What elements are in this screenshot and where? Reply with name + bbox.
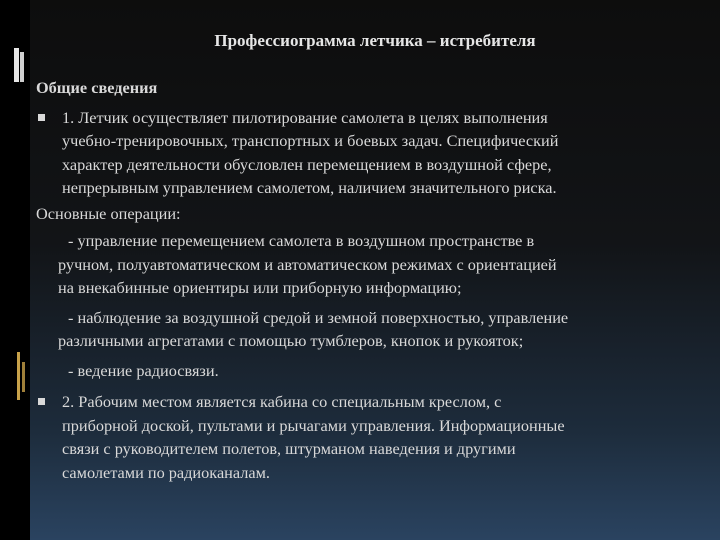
bullet-text-line: приборной доской, пультами и рычагами управления. Информационные: [62, 415, 565, 435]
left-decor-band: [0, 0, 30, 540]
decor-bar: [20, 52, 24, 82]
operation-text-line: различными агрегатами с помощью тумблеров, кнопок и рукояток;: [58, 331, 524, 350]
bullet-text-line: связи с руководителем полетов, штурманом наведения и другими: [62, 439, 516, 458]
bullet-text-line: непрерывным управлением самолетом, наличием значительного риска.: [62, 178, 557, 197]
operation-text-line: - ведение радиосвязи.: [68, 360, 219, 380]
operation-text-line: - наблюдение за воздушной средой и земной поверхностью, управление: [68, 307, 569, 327]
bullet-text-line: самолетами по радиоканалам.: [62, 462, 270, 482]
operation-text-line: - управление перемещением самолета в воздушном пространстве в: [68, 231, 535, 250]
operation-text-line: на внекабинные ориентиры или приборную информацию;: [58, 278, 462, 297]
square-bullet-icon: [38, 398, 45, 405]
slide: [30, 0, 720, 540]
slide-title: Профессиограмма летчика – истребителя: [214, 31, 536, 50]
operation-item: [36, 229, 716, 300]
bullet-text-line: учебно-тренировочных, транспортных и боевых задач. Специфический: [62, 131, 559, 150]
decor-bar: [14, 48, 19, 82]
decor-bar: [17, 352, 20, 400]
slide-content: [36, 76, 716, 484]
bullet-item: [36, 106, 716, 200]
bullet-text-line: 1. Летчик осуществляет пилотирование самолета в целях выполнения: [62, 107, 548, 127]
operations-heading: Основные операции:: [36, 203, 181, 223]
decor-bar: [22, 362, 25, 392]
operation-item: [36, 306, 716, 353]
section-heading: Общие сведения: [36, 78, 158, 97]
operation-text-line: ручном, полуавтоматическом и автоматическом режимах с ориентацией: [58, 254, 557, 274]
bullet-item: [36, 390, 716, 484]
square-bullet-icon: [38, 114, 45, 121]
operation-item: [36, 359, 716, 383]
bullet-text-line: характер деятельности обусловлен перемещением в воздушной сфере,: [62, 154, 552, 174]
bullet-text-line: 2. Рабочим местом является кабина со специальным креслом, с: [62, 392, 502, 411]
